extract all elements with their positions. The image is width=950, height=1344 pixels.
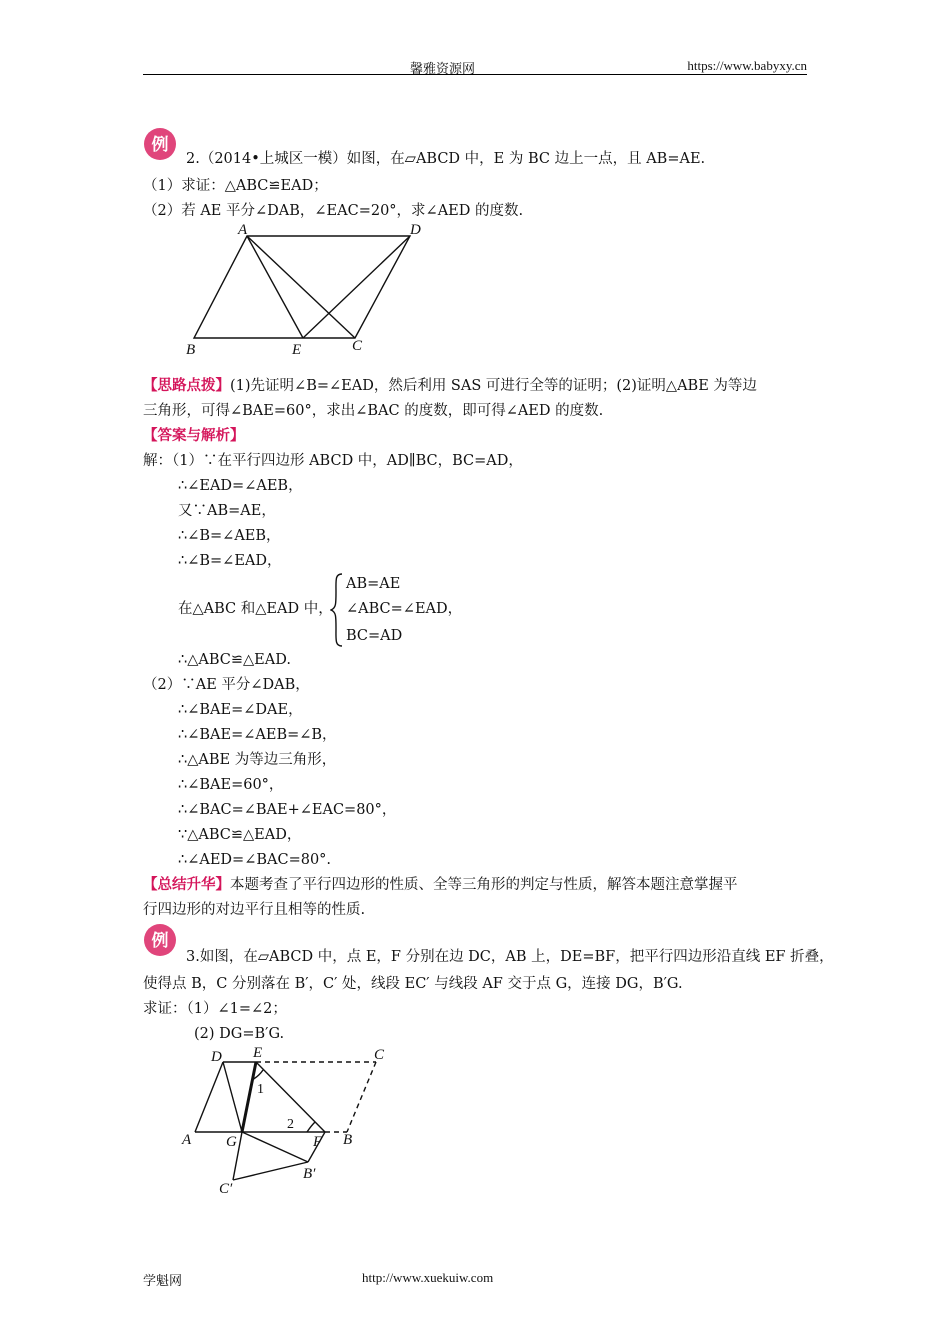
label-E: E	[253, 1045, 263, 1061]
sol-line: ∴∠AED=∠BAC=80°.	[178, 852, 332, 868]
sol-line: ∴∠EAD=∠AEB，	[178, 478, 303, 494]
sol-line: 解：（1）∵在平行四边形 ABCD 中，AD∥BC，BC=AD，	[143, 453, 523, 469]
summary-line-1: 【总结升华】本题考查了平行四边形的性质、全等三角形的判定与性质，解答本题注意掌握平	[143, 876, 738, 893]
label-F: F	[313, 1134, 323, 1150]
ex3-title-1: 3.如图，在▱ABCD 中，点 E，F 分别在边 DC，AB 上，DE=BF，把平行四边形沿直线 EF 折叠，	[186, 949, 834, 965]
brace-icon	[330, 572, 344, 648]
ex2-figure	[180, 220, 430, 360]
footer-url[interactable]: http://www.xuekuiw.com	[362, 1270, 494, 1285]
label-A: A	[182, 1132, 192, 1148]
ex3-q2: (2) DG=B′G.	[194, 1026, 285, 1042]
label-C: C	[352, 338, 363, 354]
sol-line: ∴△ABC≌△EAD.	[178, 652, 291, 668]
ex3-q1: 求证：（1）∠1=∠2；	[143, 1001, 287, 1017]
ex2-q2: （2）若 AE 平分∠DAB，∠EAC=20°，求∠AED 的度数.	[143, 203, 524, 219]
summary-tag: 【总结升华】	[143, 876, 230, 893]
summary-line-2: 行四边形的对边平行且相等的性质.	[143, 902, 366, 918]
label-B: B	[186, 342, 196, 358]
example-badge-icon	[143, 127, 177, 161]
label-A: A	[238, 222, 248, 238]
sys-line: ∠ABC=∠EAD，	[346, 601, 463, 617]
sol-line: ∴△ABE 为等边三角形，	[178, 752, 337, 768]
ex2-hint-line-2: 三角形，可得∠BAE=60°，求出∠BAC 的度数，即可得∠AED 的度数.	[143, 403, 604, 419]
label-D: D	[211, 1049, 222, 1065]
ex2-hint-line-1: 【思路点拨】(1)先证明∠B=∠EAD，然后利用 SAS 可进行全等的证明；(2)证明△ABE 为等边	[143, 377, 757, 394]
label-E: E	[292, 342, 302, 358]
sys-line: BC=AD	[346, 628, 403, 644]
sol-line: ∴∠B=∠EAD，	[178, 553, 282, 569]
hint-tag: 【思路点拨】	[143, 377, 230, 394]
label-D: D	[410, 222, 421, 238]
sol-line: ∴∠B=∠AEB，	[178, 528, 281, 544]
label-B: B	[343, 1132, 353, 1148]
header-url[interactable]: https://www.babyxy.cn	[687, 58, 807, 73]
sol-line: ∴∠BAE=60°，	[178, 777, 284, 793]
sol-line: ∴∠BAE=∠AEB=∠B，	[178, 727, 337, 743]
ex2-title: 2.（2014•上城区一模）如图，在▱ABCD 中，E 为 BC 边上一点，且 AB=AE.	[186, 151, 706, 167]
label-C-prime: C′	[219, 1181, 233, 1197]
answer-tag: 【答案与解析】	[143, 427, 245, 444]
sol-line: （2）∵AE 平分∠DAB，	[143, 677, 310, 693]
example-badge-icon	[143, 923, 177, 957]
header-site: 馨雅资源网	[410, 62, 476, 77]
sol-line: ∵△ABC≌△EAD，	[178, 827, 302, 843]
header-divider	[143, 74, 807, 75]
angle-2-label: 2	[287, 1117, 294, 1132]
sys-line: AB=AE	[346, 576, 401, 592]
sol-line: ∴∠BAC=∠BAE+∠EAC=80°，	[178, 802, 397, 818]
sol-line: 又∵AB=AE，	[178, 503, 276, 519]
ex3-figure	[175, 1040, 400, 1200]
sys-prefix: 在△ABC 和△EAD 中，	[178, 601, 333, 617]
svg-text:例: 例	[151, 931, 169, 951]
ex2-q1: （1）求证：△ABC≌EAD；	[143, 178, 328, 194]
label-B-prime: B′	[303, 1166, 316, 1182]
ex3-title-2: 使得点 B，C 分别落在 B′，C′ 处，线段 EC′ 与线段 AF 交于点 G，连接 DG，B′G.	[143, 976, 683, 992]
footer-site: 学魁网	[143, 1274, 183, 1289]
label-C: C	[374, 1047, 385, 1063]
angle-1-label: 1	[257, 1082, 264, 1097]
sol-line: ∴∠BAE=∠DAE，	[178, 702, 303, 718]
label-G: G	[226, 1134, 237, 1150]
svg-text:例: 例	[151, 135, 169, 155]
